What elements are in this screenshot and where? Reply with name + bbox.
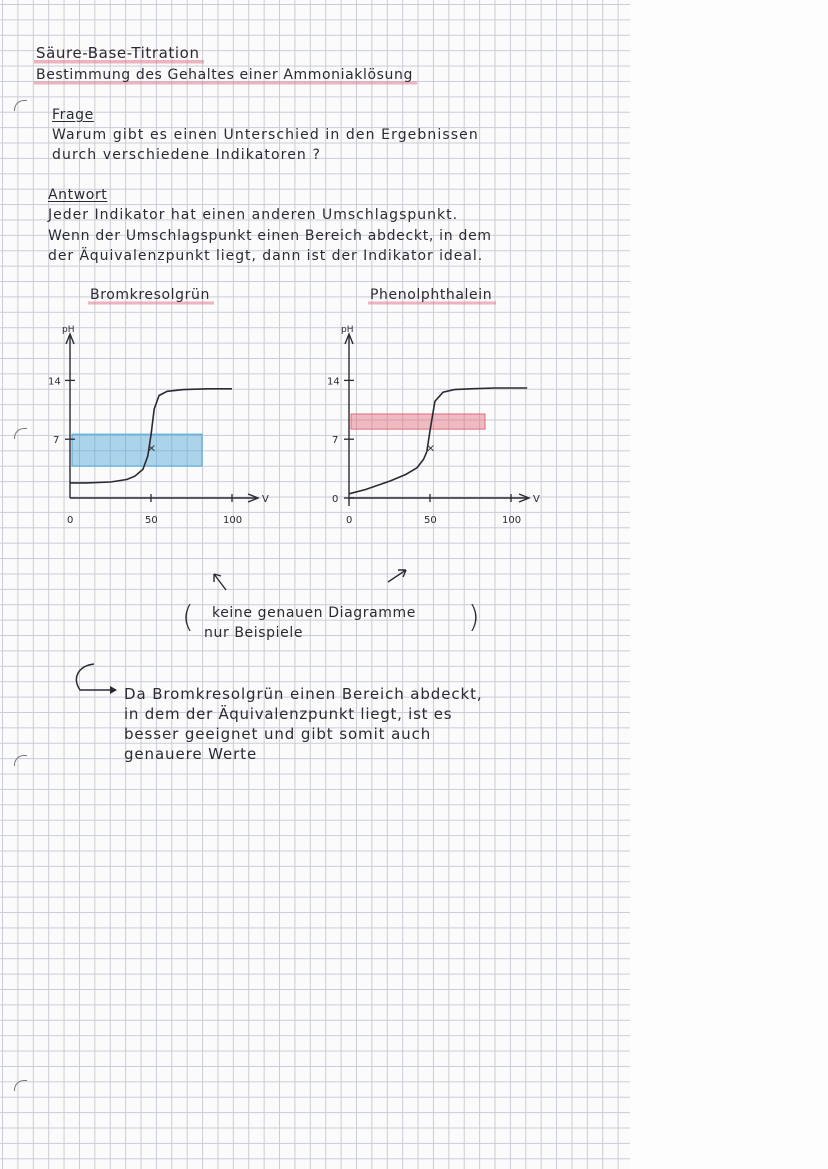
y-tick-label: 14 (327, 376, 340, 388)
margin-punch-mark (14, 755, 27, 766)
arrow-to-chart-1-icon (214, 574, 226, 590)
chart-1-indicator-band (72, 434, 202, 466)
chart-1-y-axis-label: pH (62, 325, 75, 335)
answer-line-3: der Äquivalenzpunkt liegt, dann ist der Indikator ideal. (48, 248, 484, 264)
x-tick-label: 100 (502, 515, 522, 526)
conclusion-line-4: genauere Werte (124, 745, 258, 763)
conclusion-line-1: Da Bromkresolgrün einen Bereich abdeckt, (124, 685, 483, 703)
answer-line-1: Jeder Indikator hat einen anderen Umschlagspunkt. (48, 207, 459, 223)
chart-2-tick-labels (327, 376, 521, 526)
x-tick-label: 0 (67, 515, 74, 526)
chart-1-title: Bromkresolgrün (88, 288, 214, 305)
page-subtitle: Bestimmung des Gehaltes einer Ammoniaklösung (34, 68, 417, 85)
x-tick-label: 100 (223, 515, 243, 526)
chart-2-title: Phenolphthalein (368, 288, 496, 305)
chart-1 (30, 318, 280, 533)
conclusion-hook-arrow-icon (60, 660, 120, 700)
x-tick-label: 50 (424, 515, 437, 526)
note-left-paren: ( (182, 600, 195, 635)
note-line-2: nur Beispiele (204, 625, 304, 641)
note-right-paren: ) (468, 600, 481, 635)
note-arrows (200, 560, 430, 600)
chart-2-y-axis-label: pH (341, 325, 354, 335)
note-line-1: keine genauen Diagramme (212, 605, 416, 621)
chart-1-x-axis-label: V (262, 494, 269, 505)
chart-2-equivalence-marker: × (426, 441, 436, 455)
y-tick-label: 7 (53, 435, 60, 447)
answer-heading: Antwort (48, 187, 108, 203)
chart-2 (305, 318, 565, 533)
chart-2-titration-curve (349, 388, 527, 494)
conclusion-line-3: besser geeignet und gibt somit auch (124, 725, 432, 743)
chart-2-x-axis-label: V (533, 494, 540, 505)
paper-right-edge (630, 0, 828, 1169)
y-tick-label: 7 (332, 435, 339, 447)
question-line-1: Warum gibt es einen Unterschied in den Ergebnissen (52, 127, 479, 143)
conclusion-line-2: in dem der Äquivalenzpunkt liegt, ist es (124, 705, 453, 723)
margin-punch-mark (14, 100, 27, 111)
chart-1-equivalence-marker: × (147, 441, 157, 455)
margin-punch-mark (14, 428, 27, 439)
y-tick-label: 0 (332, 494, 339, 505)
arrow-to-chart-2-icon (388, 570, 406, 582)
chart-2-indicator-band (351, 414, 485, 429)
question-heading: Frage (52, 107, 94, 123)
page-title: Säure-Base-Titration (34, 46, 204, 64)
question-line-2: durch verschiedene Indikatoren ? (52, 147, 321, 163)
y-tick-label: 14 (48, 376, 61, 388)
x-tick-label: 50 (145, 515, 158, 526)
x-tick-label: 0 (346, 515, 353, 526)
answer-line-2: Wenn der Umschlagspunkt einen Bereich abdeckt, in dem (48, 228, 492, 244)
margin-punch-mark (14, 1080, 27, 1091)
